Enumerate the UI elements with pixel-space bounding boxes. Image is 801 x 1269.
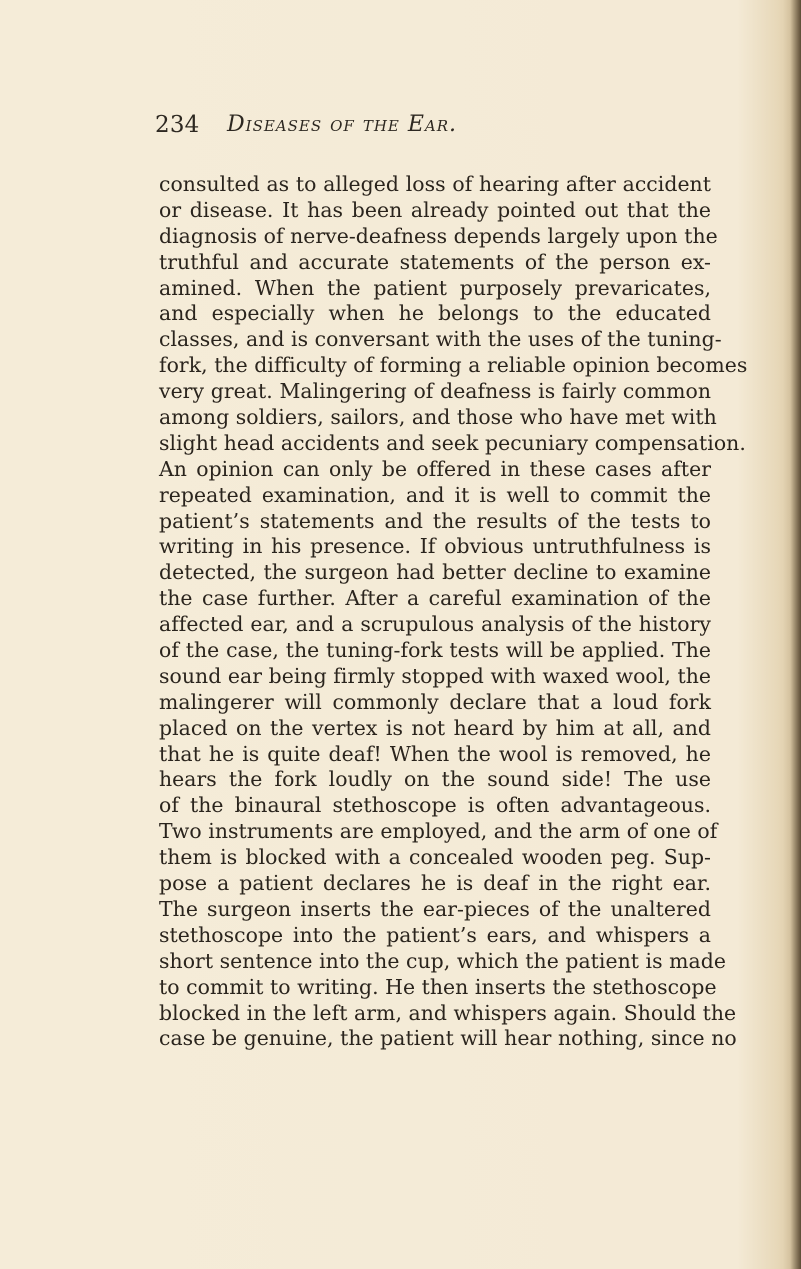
text-line: of the binaural stethoscope is often advantageous. xyxy=(159,793,711,818)
page-header xyxy=(155,112,635,152)
text-line: malingerer will commonly declare that a loud fork xyxy=(159,689,711,714)
text-line: writing in his presence. If obvious untruthfulness is xyxy=(159,534,711,559)
text-line: very great. Malingering of deafness is fairly common xyxy=(159,379,711,404)
text-line: short sentence into the cup, which the patient is made xyxy=(159,948,726,973)
text-line: sound ear being firmly stopped with waxed wool, the xyxy=(159,663,711,688)
text-line: that he is quite deaf! When the wool is removed, he xyxy=(159,741,711,766)
text-line: patient’s statements and the results of the tests to xyxy=(159,508,711,533)
text-line: The surgeon inserts the ear-pieces of the unaltered xyxy=(159,896,711,921)
text-line: them is blocked with a concealed wooden peg. Sup- xyxy=(159,845,711,870)
text-line: diagnosis of nerve-deafness depends largely upon the xyxy=(159,223,718,248)
text-line: Two instruments are employed, and the arm of one of xyxy=(159,819,718,844)
text-line: among soldiers, sailors, and those who have met with xyxy=(159,405,717,430)
text-line: truthful and accurate statements of the person ex- xyxy=(159,249,711,274)
text-line: case be genuine, the patient will hear nothing, since no xyxy=(159,1026,737,1051)
text-line: to commit to writing. He then inserts the stethoscope xyxy=(159,974,717,999)
text-line: blocked in the left arm, and whispers again. Should the xyxy=(159,1000,737,1025)
body-text xyxy=(159,172,748,1052)
running-title: Diseases of the Ear. xyxy=(227,112,458,137)
text-line: hears the fork loudly on the sound side! The use xyxy=(159,767,711,792)
text-line: consulted as to alleged loss of hearing after accident xyxy=(159,172,711,196)
text-line: the case further. After a careful examination of the xyxy=(159,586,711,611)
text-line: detected, the surgeon had better decline to examine xyxy=(159,560,711,585)
text-line: fork, the difficulty of forming a reliable opinion becomes xyxy=(159,353,748,378)
text-line: of the case, the tuning-fork tests will be applied. The xyxy=(159,638,711,663)
text-line: affected ear, and a scrupulous analysis of the history xyxy=(159,612,711,637)
text-line: slight head accidents and seek pecuniary compensation. xyxy=(159,430,746,455)
text-line: stethoscope into the patient’s ears, and whispers a xyxy=(159,922,711,947)
text-line: amined. When the patient purposely prevaricates, xyxy=(159,275,711,300)
text-line: classes, and is conversant with the uses of the tuning- xyxy=(159,327,722,352)
text-line: and especially when he belongs to the educated xyxy=(159,301,711,326)
page-edge-shadow xyxy=(783,0,801,1269)
page-number: 234 xyxy=(155,112,200,138)
text-line: or disease. It has been already pointed out that the xyxy=(159,197,711,222)
text-line: placed on the vertex is not heard by him at all, and xyxy=(159,715,711,740)
text-line: An opinion can only be offered in these cases after xyxy=(159,456,711,481)
text-line: pose a patient declares he is deaf in the right ear. xyxy=(159,871,711,896)
text-line: repeated examination, and it is well to commit the xyxy=(159,482,711,507)
